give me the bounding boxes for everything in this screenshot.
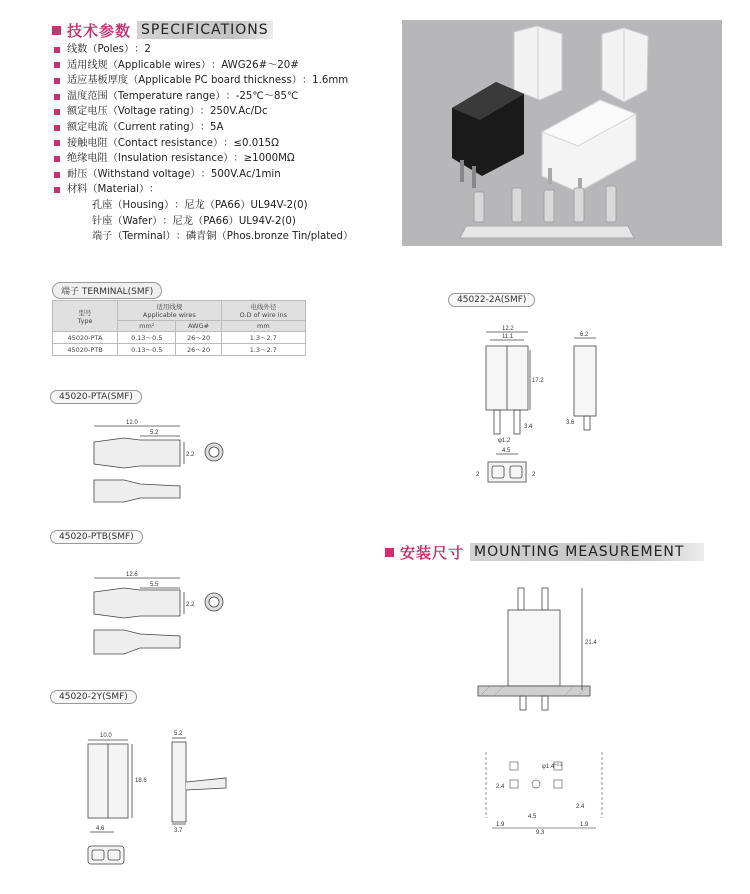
th-mm2: mm² <box>118 321 176 332</box>
pta-part: 5.2 <box>150 430 159 436</box>
table-row: 45020-PTA 0.13～0.5 26～20 1.3～2.7 <box>53 332 306 344</box>
connector-photo-illustration <box>402 20 722 246</box>
bullet-icon <box>54 47 60 53</box>
a2-w: 12.2 <box>502 326 514 332</box>
spec-row: 温度范围 （Temperature range） ：-25℃～85℃ <box>54 89 353 105</box>
a2-side: 6.2 <box>580 332 589 338</box>
mount-l: 1.9 <box>496 822 505 828</box>
bullet-icon <box>54 156 60 162</box>
pta-drawing <box>80 414 260 504</box>
spec-row: 适应基板厚度 （Applicable PC board thickness） ：1.6mm <box>54 73 353 89</box>
th-od: 电线外径 O.D of wire ins <box>221 301 305 321</box>
y2-side: 5.2 <box>174 731 183 737</box>
spec-row: 耐压 （Withstand voltage） ：500V.Ac/1min <box>54 167 353 183</box>
a2-phi: φ1.2 <box>498 438 511 444</box>
ptb-label: 45020-PTB(SMF) <box>50 530 143 544</box>
ptb-h: 2.2 <box>186 602 195 608</box>
bullet-icon <box>54 172 60 178</box>
bullet-icon <box>54 94 60 100</box>
mount-m: 9.3 <box>536 830 545 836</box>
spec-row: 绝缘电阻 （Insulation resistance） ：≥1000MΩ <box>54 151 353 167</box>
pta-len: 12.0 <box>126 420 138 426</box>
spec-row: 适用线规 （Applicable wires） ：AWG26#～20# <box>54 58 353 74</box>
y2-drawing <box>80 726 260 876</box>
mount-h: 21.4 <box>585 640 597 646</box>
mount-hole: $\varphi 1.4^{+0.1}$ <box>542 762 563 770</box>
th-model: 型号 Type <box>53 301 118 332</box>
pta-label: 45020-PTA(SMF) <box>50 390 142 404</box>
a2-s: 3.6 <box>566 420 575 426</box>
mount-r: 1.9 <box>580 822 589 828</box>
mount-v2: 2.4 <box>576 804 585 810</box>
a2-label: 45022-2A(SMF) <box>448 293 535 307</box>
a2-drawing <box>470 320 610 500</box>
spec-row: 额定电流 （Current rating） ：5A <box>54 120 353 136</box>
bullet-icon <box>54 187 60 193</box>
mount-header <box>385 542 704 562</box>
spec-title-en: SPECIFICATIONS <box>137 21 273 39</box>
bullet-icon <box>54 109 60 115</box>
th-awg: AWG# <box>176 321 221 332</box>
terminal-table <box>52 300 306 356</box>
a2-h: 17.2 <box>532 378 544 384</box>
mount-drawing <box>470 580 620 720</box>
spec-row: 接触电阻 （Contact resistance） ：≤0.015Ω <box>54 136 353 152</box>
bullet-icon <box>54 62 60 68</box>
mount-title-en: MOUNTING MEASUREMENT <box>470 543 704 561</box>
a2-p: 4.5 <box>502 448 511 454</box>
a2-a: 2 <box>476 472 480 478</box>
spec-title-cn: 技术参数 <box>67 21 132 40</box>
pta-h: 2.2 <box>186 452 195 458</box>
mount-footprint <box>476 748 616 838</box>
mount-v1: 2.4 <box>496 784 505 790</box>
y2-base: 3.7 <box>174 828 183 834</box>
a2-w2: 11.1 <box>502 334 514 340</box>
ptb-drawing <box>80 566 260 664</box>
spec-header <box>52 20 273 40</box>
bullet-icon <box>54 78 60 84</box>
material-row: 孔座 （Housing） ：尼龙（PA66）UL94V-2(0) <box>92 199 308 211</box>
spec-row: 额定电压 （Voltage rating） ：250V.Ac/Dc <box>54 104 353 120</box>
terminal-label: 端子 TERMINAL(SMF) <box>52 282 162 299</box>
spec-row: 线数 （Poles） ：2 <box>54 42 353 58</box>
product-photo <box>402 20 722 246</box>
spec-list <box>54 42 353 245</box>
y2-label: 45020-2Y(SMF) <box>50 690 137 704</box>
th-od-unit: mm <box>221 321 305 332</box>
mount-p: 4.5 <box>528 814 537 820</box>
table-row: 45020-PTB 0.13～0.5 26～20 1.3～2.7 <box>53 344 306 356</box>
y2-w: 10.0 <box>100 733 112 739</box>
ptb-part: 5.5 <box>150 582 159 588</box>
y2-bot: 4.6 <box>96 826 105 832</box>
ptb-len: 12.6 <box>126 572 138 578</box>
spec-row: 材料 （Material） ： <box>54 182 353 198</box>
bullet-square-icon <box>52 26 61 35</box>
th-wires: 适用线规 Applicable wires <box>118 301 222 321</box>
bullet-square-icon <box>385 548 394 557</box>
bullet-icon <box>54 140 60 146</box>
bullet-icon <box>54 125 60 131</box>
a2-b: 2 <box>532 472 536 478</box>
mount-title-cn: 安装尺寸 <box>400 543 465 562</box>
y2-h: 18.6 <box>135 778 147 784</box>
material-row: 端子 （Terminal） ：磷青铜（Phos.bronze Tin/plated） <box>92 231 354 243</box>
a2-pin: 3.4 <box>524 424 533 430</box>
material-row: 针座 （Wafer） ：尼龙（PA66）UL94V-2(0) <box>92 215 296 227</box>
